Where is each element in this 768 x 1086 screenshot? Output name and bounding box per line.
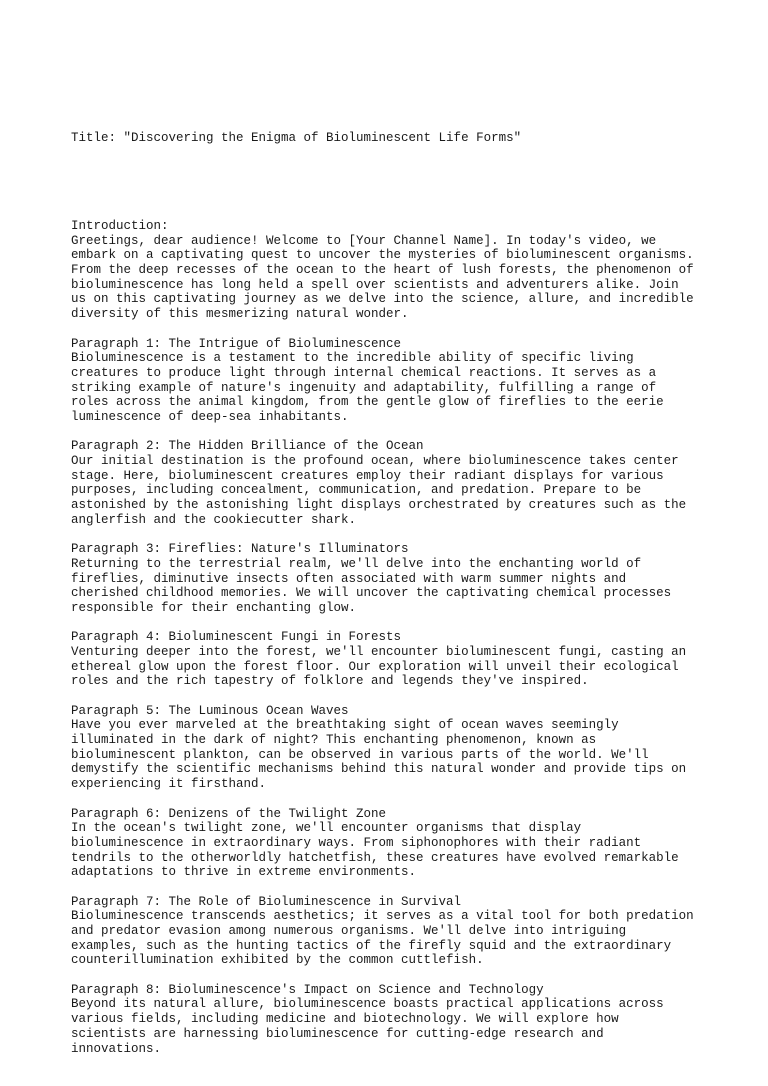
section-text-line: Bioluminescence transcends aesthetics; it serves as a vital tool for both predation — [71, 909, 694, 924]
paragraph-section-5 — [71, 704, 711, 792]
section-text-line: Bioluminescence is a testament to the incredible ability of specific living — [71, 351, 634, 366]
section-text-line: counterillumination exhibited by the common cuttlefish. — [71, 953, 484, 968]
section-text-line: anglerfish and the cookiecutter shark. — [71, 512, 357, 527]
introduction-section — [71, 219, 711, 322]
document-title-block — [71, 101, 711, 175]
section-text-line: luminescence of deep-sea inhabitants. — [71, 409, 349, 424]
section-heading: Paragraph 5: The Luminous Ocean Waves — [71, 703, 349, 718]
section-text-line: embark on a captivating quest to uncover the mysteries of bioluminescent organisms. — [71, 248, 694, 263]
section-heading: Paragraph 2: The Hidden Brilliance of the Ocean — [71, 439, 424, 454]
section-text-line: bioluminescence has long held a spell over scientists and adventurers alike. Join — [71, 277, 679, 292]
paragraph-section-4 — [71, 630, 711, 689]
section-text-line: Our initial destination is the profound ocean, where bioluminescence takes center — [71, 454, 679, 468]
section-text-line: diversity of this mesmerizing natural wonder. — [71, 307, 409, 322]
document-title: Title: "Discovering the Enigma of Bioluminescent Life Forms" — [71, 130, 522, 145]
section-text-line: and predator evasion among numerous organisms. We'll delve into intriguing — [71, 924, 627, 938]
paragraph-section-3 — [71, 542, 711, 615]
section-text-line: responsible for their enchanting glow. — [71, 600, 357, 615]
section-text-line: purposes, including concealment, communication, and predation. Prepare to be — [71, 483, 642, 498]
section-text-line: demystify the scientific mechanisms behind this natural wonder and provide tips on — [71, 762, 687, 777]
section-text-line: roles and the rich tapestry of folklore and legends they've inspired. — [71, 674, 589, 689]
section-text-line: adaptations to thrive in extreme environments. — [71, 865, 417, 880]
paragraph-section-1 — [71, 337, 711, 425]
section-heading: Introduction: — [71, 219, 169, 233]
section-text-line: scientists are harnessing bioluminescence for cutting-edge research and — [71, 1026, 604, 1041]
section-heading: Paragraph 3: Fireflies: Nature's Illuminators — [71, 542, 409, 557]
section-text-line: Greetings, dear audience! Welcome to [Your Channel Name]. In today's video, we — [71, 233, 657, 248]
section-text-line: experiencing it firsthand. — [71, 777, 267, 792]
section-text-line: tendrils to the otherworldly hatchetfish, these creatures have evolved remarkable — [71, 850, 679, 865]
section-text-line: stage. Here, bioluminescent creatures employ their radiant displays for various — [71, 468, 664, 483]
paragraph-section-7 — [71, 895, 711, 968]
section-text-line: ethereal glow upon the forest floor. Our exploration will unveil their ecological — [71, 659, 679, 674]
section-text-line: innovations. — [71, 1041, 162, 1056]
section-text-line: Venturing deeper into the forest, we'll encounter bioluminescent fungi, casting an — [71, 644, 687, 659]
paragraph-section-2 — [71, 439, 711, 527]
section-text-line: Returning to the terrestrial realm, we'll delve into the enchanting world of — [71, 556, 642, 571]
section-text-line: fireflies, diminutive insects often associated with warm summer nights and — [71, 571, 627, 586]
section-text-line: roles across the animal kingdom, from the gentle glow of fireflies to the eerie — [71, 395, 664, 410]
section-heading: Paragraph 4: Bioluminescent Fungi in Forests — [71, 630, 402, 645]
section-text-line: bioluminescent plankton, can be observed in various parts of the world. We'll — [71, 747, 649, 762]
section-text-line: cherished childhood memories. We will uncover the captivating chemical processes — [71, 586, 672, 601]
section-text-line: illuminated in the dark of night? This enchanting phenomenon, known as — [71, 733, 597, 748]
section-text-line: creatures to produce light through internal chemical reactions. It serves as a — [71, 365, 657, 380]
section-text-line: In the ocean's twilight zone, we'll encounter organisms that display — [71, 821, 582, 836]
section-text-line: examples, such as the hunting tactics of the firefly squid and the extraordinary — [71, 938, 672, 953]
section-text-line: striking example of nature's ingenuity and adaptability, fulfilling a range of — [71, 380, 657, 395]
section-text-line: various fields, including medicine and biotechnology. We will explore how — [71, 1012, 619, 1027]
section-text-line: Have you ever marveled at the breathtaking sight of ocean waves seemingly — [71, 718, 619, 733]
document-sections — [71, 219, 711, 1056]
section-heading: Paragraph 6: Denizens of the Twilight Zone — [71, 806, 387, 821]
section-heading: Paragraph 8: Bioluminescence's Impact on Science and Technology — [71, 982, 544, 997]
paragraph-section-6 — [71, 807, 711, 880]
section-heading: Paragraph 1: The Intrigue of Bioluminescence — [71, 336, 402, 351]
section-text-line: bioluminescence in extraordinary ways. From siphonophores with their radiant — [71, 835, 642, 850]
document-page — [71, 72, 711, 1086]
section-text-line: us on this captivating journey as we delve into the science, allure, and incredible — [71, 292, 694, 307]
section-text-line: Beyond its natural allure, bioluminescence boasts practical applications across — [71, 997, 664, 1012]
paragraph-section-8 — [71, 983, 711, 1056]
section-heading: Paragraph 7: The Role of Bioluminescence in Survival — [71, 894, 462, 909]
section-text-line: From the deep recesses of the ocean to the heart of lush forests, the phenomenon of — [71, 263, 694, 278]
section-text-line: astonished by the astonishing light displays orchestrated by creatures such as the — [71, 498, 687, 513]
